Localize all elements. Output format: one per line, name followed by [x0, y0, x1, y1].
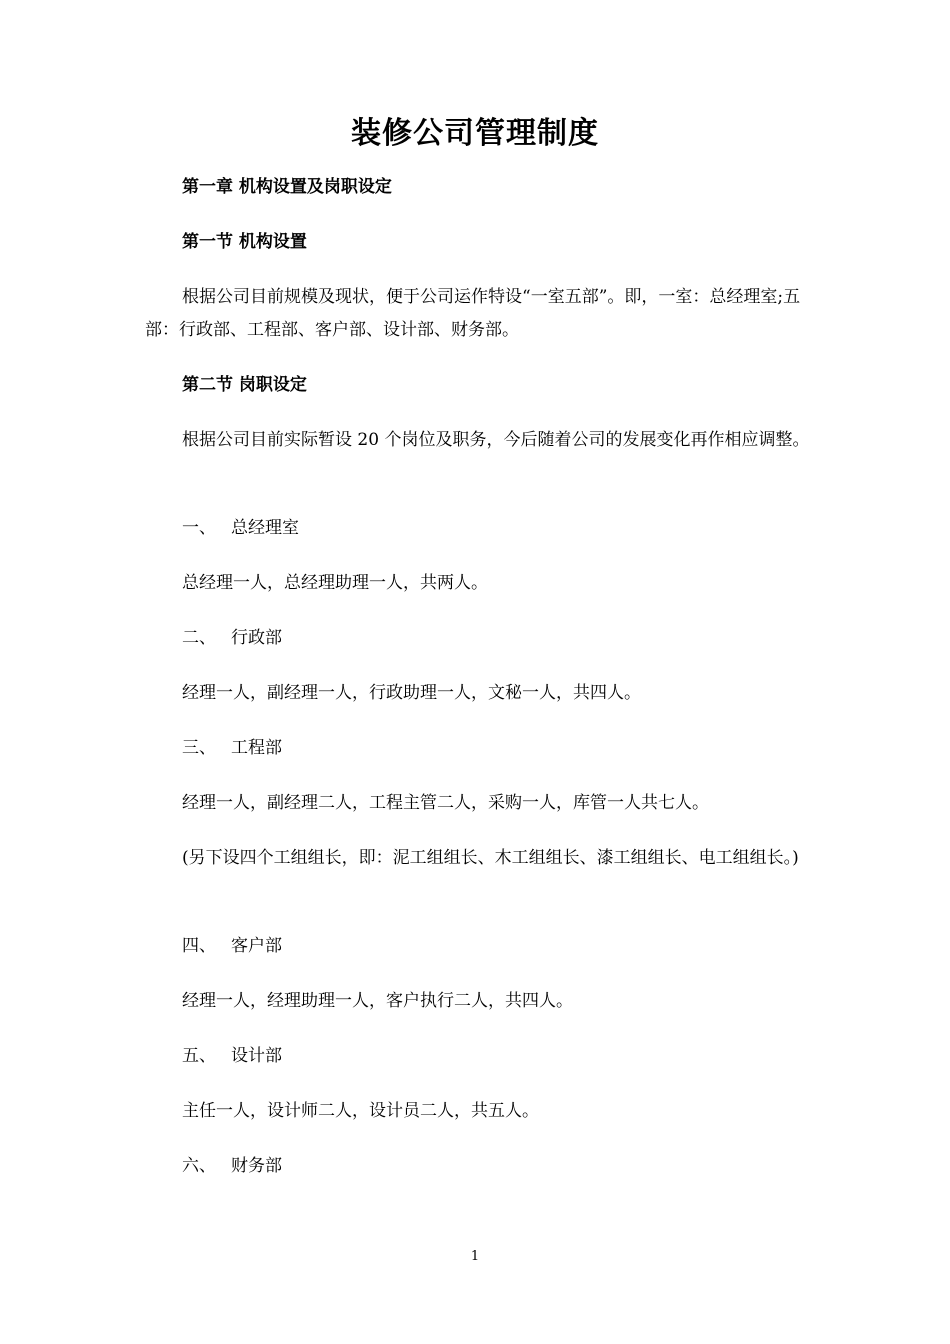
- department-staff: 经理一人，经理助理一人，客户执行二人，共四人。: [182, 991, 573, 1011]
- department-name: 设计部: [231, 1046, 282, 1066]
- section-heading-1: 第一节 机构设置: [182, 232, 307, 252]
- department-staff: 经理一人，副经理一人，行政助理一人，文秘一人，共四人。: [182, 683, 641, 703]
- department-heading: [182, 515, 299, 541]
- department-name: 财务部: [231, 1156, 282, 1176]
- page-number: 1: [470, 1249, 480, 1264]
- department-staff: 经理一人，副经理二人，工程主管二人，采购一人，库管一人共七人。: [182, 793, 709, 813]
- department-name: 行政部: [231, 628, 282, 648]
- department-staff: 总经理一人，总经理助理一人，共两人。: [182, 573, 488, 593]
- department-note: (另下设四个工组组长，即：泥工组组长、木工组组长、漆工组组长、电工组组长。): [182, 848, 799, 868]
- section-1-paragraph: 根据公司目前规模及现状，便于公司运作特设“一室五部”。即，一室：总经理室;五部：行政部、工程部、客户部、设计部、财务部。: [145, 287, 801, 340]
- department-heading: [182, 933, 282, 959]
- department-number: 四、: [182, 936, 216, 956]
- chapter-heading: 第一章 机构设置及岗职设定: [182, 177, 392, 197]
- department-name: 客户部: [231, 936, 282, 956]
- department-heading: [182, 625, 282, 651]
- document-title: 装修公司管理制度: [351, 116, 599, 151]
- section-2-paragraph: 根据公司目前实际暂设 20 个岗位及职务，今后随着公司的发展变化再作相应调整。: [182, 430, 810, 450]
- department-number: 一、: [182, 518, 216, 538]
- department-name: 总经理室: [231, 518, 299, 538]
- department-number: 二、: [182, 628, 216, 648]
- department-name: 工程部: [231, 738, 282, 758]
- department-heading: [182, 735, 282, 761]
- department-staff: 主任一人，设计师二人，设计员二人，共五人。: [182, 1101, 539, 1121]
- department-number: 五、: [182, 1046, 216, 1066]
- department-heading: [182, 1043, 282, 1069]
- section-heading-2: 第二节 岗职设定: [182, 375, 307, 395]
- department-heading: [182, 1153, 282, 1179]
- department-number: 六、: [182, 1156, 216, 1176]
- department-number: 三、: [182, 738, 216, 758]
